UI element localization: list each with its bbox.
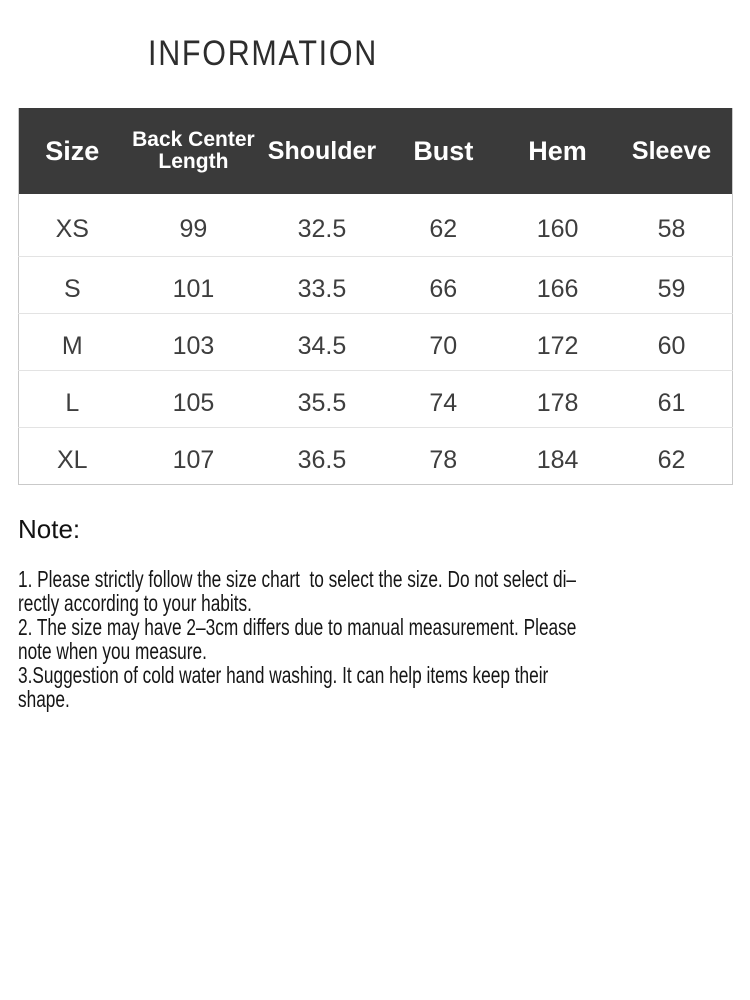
size-chart-header-row: [19, 108, 733, 194]
header-cell-shoulder: [261, 108, 382, 194]
value-cell: 58: [657, 214, 686, 243]
size-cell: L: [19, 370, 126, 427]
value-cell: 178: [504, 370, 611, 427]
header-label: Bust: [413, 136, 474, 166]
header-cell-sleeve: [611, 108, 732, 194]
value-cell: 70: [383, 313, 504, 370]
header-cell-hem: [504, 108, 611, 194]
value-cell: 101: [126, 256, 262, 313]
value-cell: 74: [383, 370, 504, 427]
size-cell: XL: [19, 427, 126, 484]
size-row-xs: [19, 194, 733, 256]
size-cell: XS: [55, 214, 89, 243]
header-label: Shoulder: [267, 137, 377, 165]
size-cell: S: [19, 256, 126, 313]
value-cell: 32.5: [297, 214, 347, 243]
size-row-s: [19, 256, 733, 313]
value-cell: 99: [179, 214, 208, 243]
header-cell-size: [19, 108, 126, 194]
size-row-l: [19, 370, 733, 427]
note-line: 3.Suggestion of cold water hand washing. It can help items keep their: [18, 662, 549, 688]
value-cell: 59: [611, 256, 732, 313]
size-row-m: [19, 313, 733, 370]
value-cell: 66: [383, 256, 504, 313]
value-cell: 166: [504, 256, 611, 313]
size-chart-table: [18, 108, 733, 485]
size-row-xl: [19, 427, 733, 484]
header-label: Sleeve: [631, 137, 712, 165]
value-cell: 105: [126, 370, 262, 427]
value-cell: 107: [126, 427, 262, 484]
note-heading: Note:: [18, 514, 81, 544]
note-line: shape.: [18, 686, 70, 712]
value-cell: 35.5: [261, 370, 382, 427]
note-line: 2. The size may have 2–3cm differs due to manual measurement. Please: [18, 614, 577, 640]
header-cell-back-center-length: [126, 108, 262, 194]
note-text: [18, 567, 576, 711]
value-cell: 60: [611, 313, 732, 370]
header-label: Hem: [528, 136, 587, 166]
value-cell: 184: [504, 427, 611, 484]
header-label: Back Center: [132, 128, 255, 151]
note-line: rectly according to your habits.: [18, 590, 252, 616]
value-cell: 160: [536, 214, 579, 243]
header-cell-bust: [383, 108, 504, 194]
value-cell: 33.5: [261, 256, 382, 313]
value-cell: 62: [611, 427, 732, 484]
value-cell: 61: [611, 370, 732, 427]
value-cell: 36.5: [261, 427, 382, 484]
value-cell: 103: [126, 313, 262, 370]
value-cell: 172: [504, 313, 611, 370]
header-label: Length: [158, 150, 229, 173]
value-cell: 62: [429, 214, 458, 243]
page-title: INFORMATION: [148, 34, 379, 73]
value-cell: 34.5: [261, 313, 382, 370]
note-line: 1. Please strictly follow the size chart to select the size. Do not select di–: [18, 566, 577, 592]
note-line: note when you measure.: [18, 638, 207, 664]
value-cell: 78: [383, 427, 504, 484]
header-label: Size: [45, 136, 100, 166]
size-cell: M: [19, 313, 126, 370]
